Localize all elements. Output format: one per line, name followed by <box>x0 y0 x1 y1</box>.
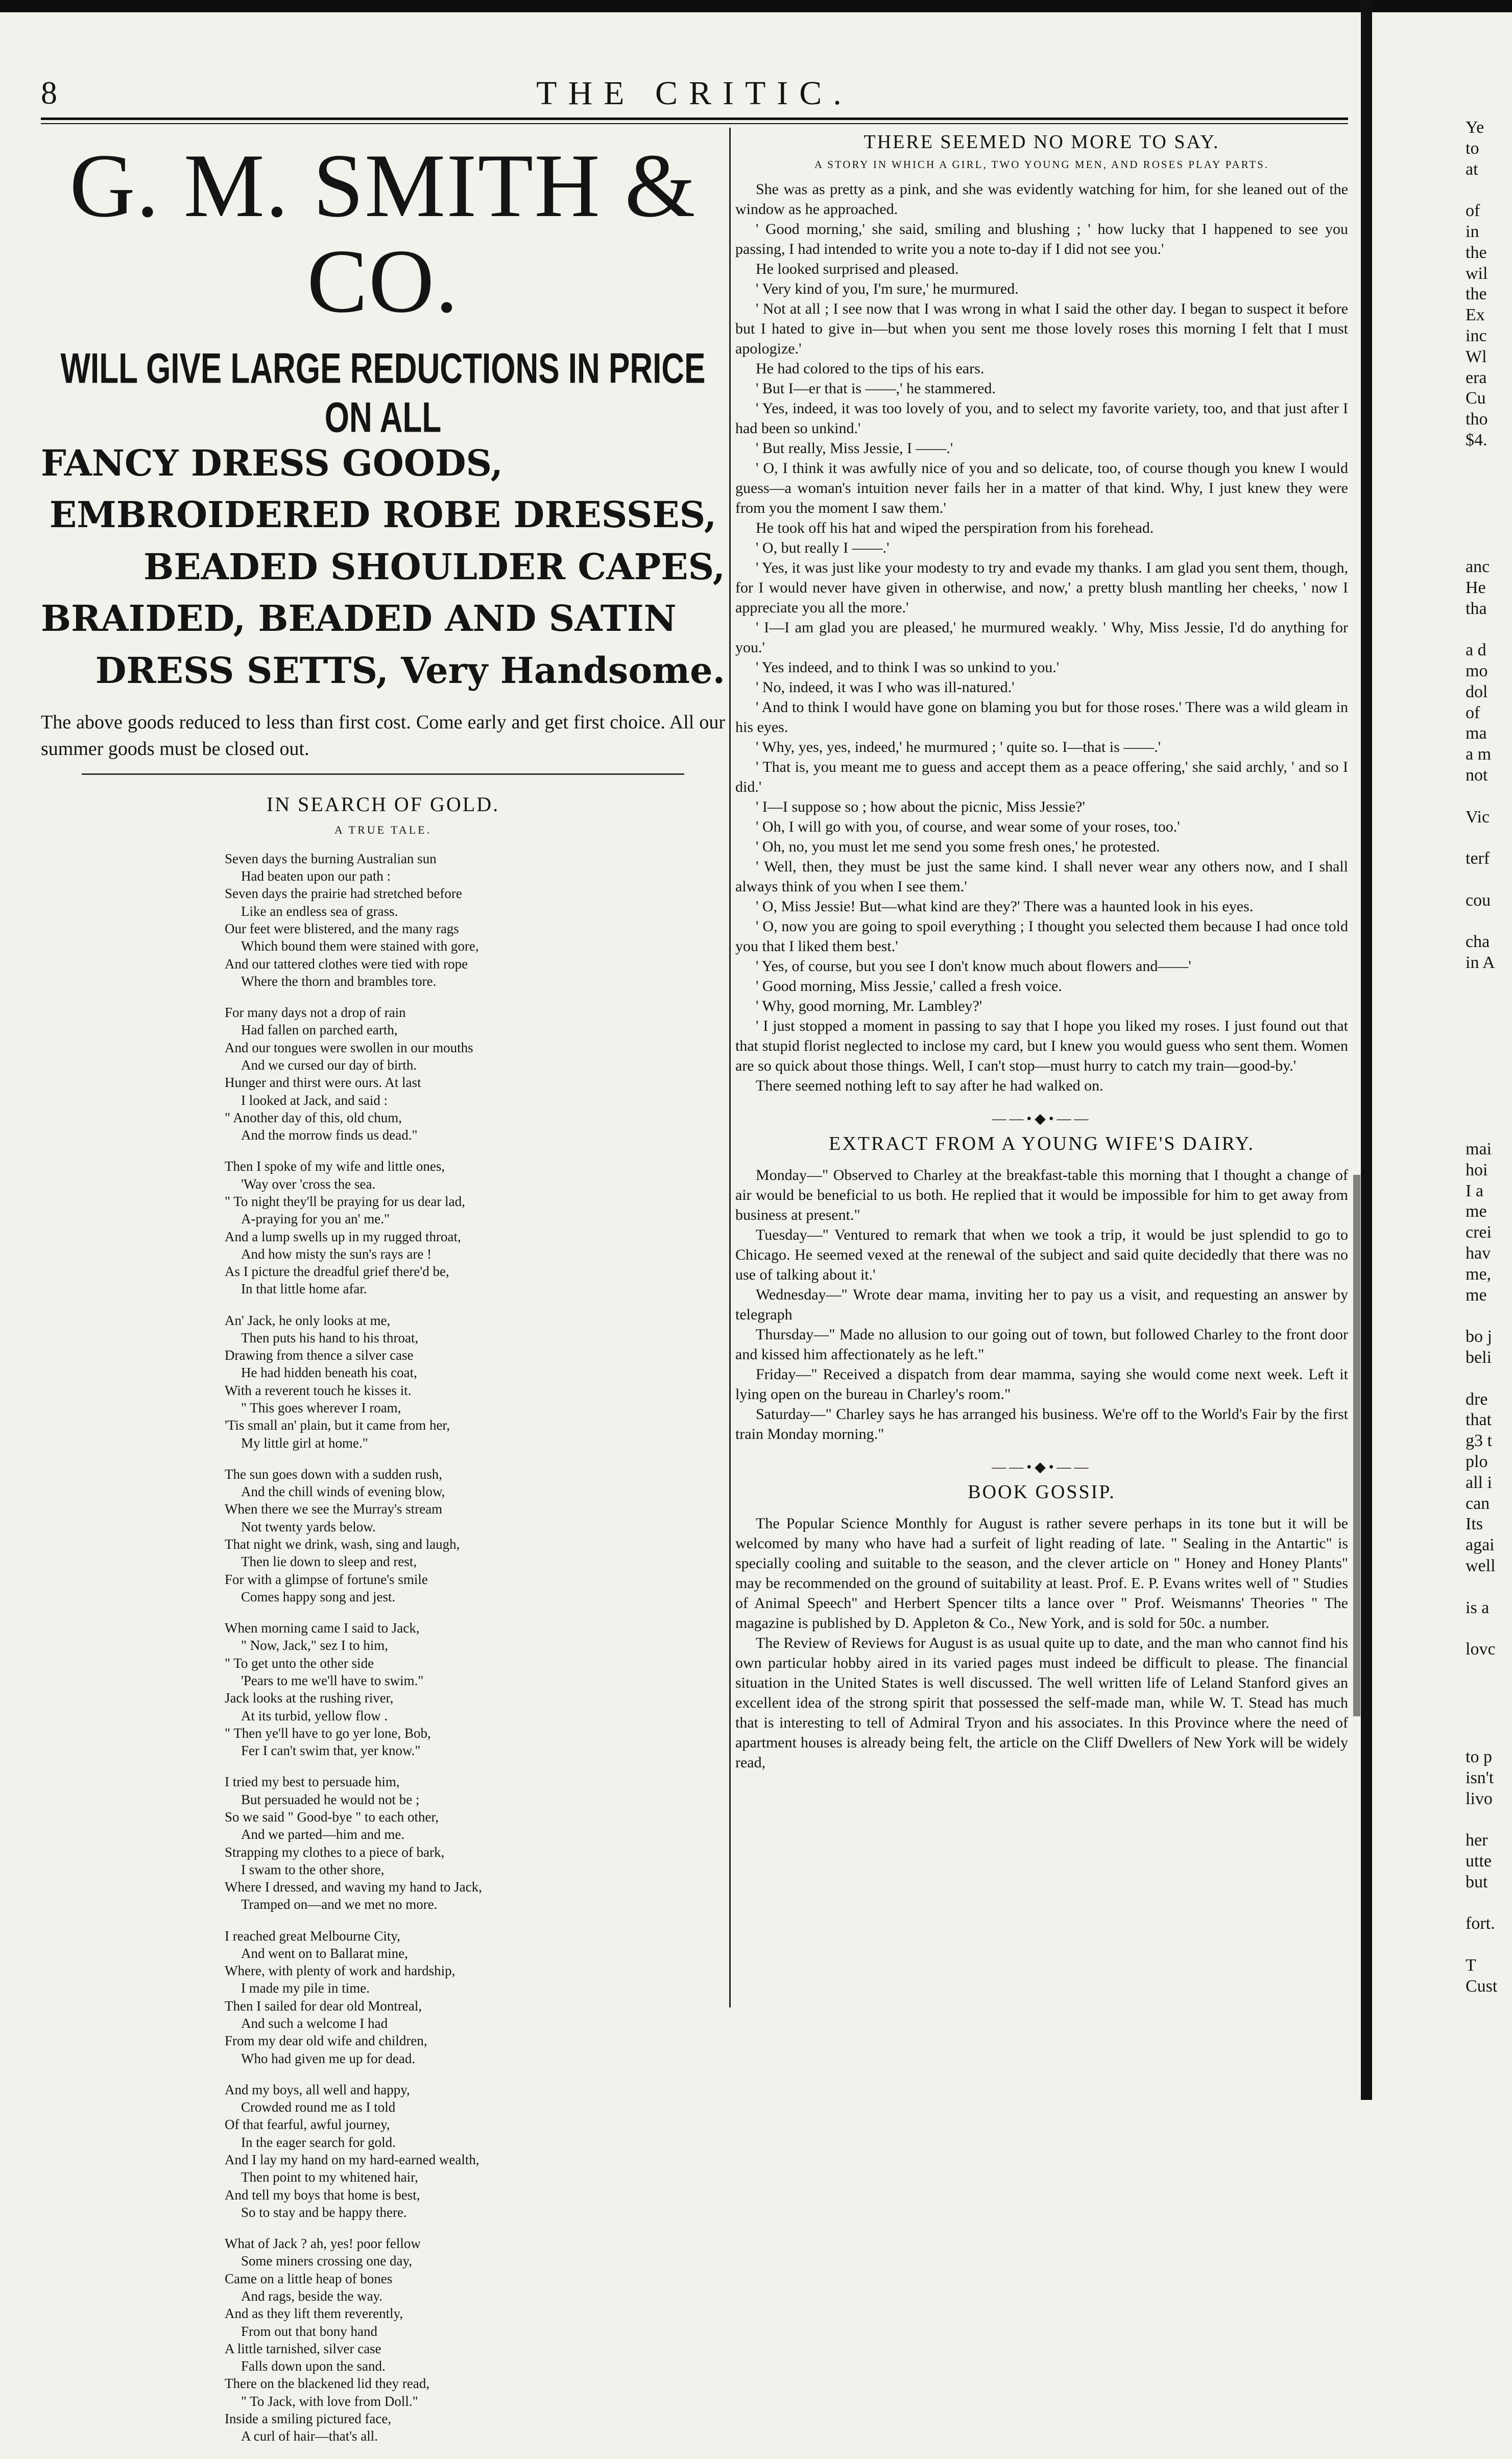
poem-line: From out that bony hand <box>241 2323 377 2339</box>
fragment-text: me <box>1466 1285 1487 1305</box>
fragment-text <box>1466 1577 1511 1598</box>
poem-line: And I lay my hand on my hard-earned wealth, <box>225 2152 479 2167</box>
poem-line: I reached great Melbourne City, <box>225 1928 400 1944</box>
poem-line: An' Jack, he only looks at me, <box>225 1312 391 1328</box>
poem-line: I made my pile in time. <box>241 1980 370 1996</box>
adjacent-page-fragment <box>1466 1747 1511 1997</box>
header-rule <box>41 117 1348 124</box>
fragment-text: Cust <box>1466 1976 1498 1996</box>
fragment-text: Ex <box>1466 305 1485 325</box>
story-paragraph: ' Why, yes, yes, indeed,' he murmured ; ' quite so. I—that is ——.' <box>756 739 1161 755</box>
poem-line: And a lump swells up in my rugged throat, <box>225 1228 461 1244</box>
poem-line: Then I spoke of my wife and little ones, <box>225 1158 445 1174</box>
story-paragraph: ' Yes, indeed, it was too lovely of you, and to select my favorite variety, too, and that just after I had been so unkind.' <box>735 400 1348 437</box>
fragment-text <box>1466 1934 1511 1955</box>
fragment-text: me <box>1466 1202 1487 1221</box>
ad-line-5: DRESS SETTS, Very Handsome. <box>95 649 725 692</box>
poem-line: Inside a smiling pictured face, <box>225 2410 392 2426</box>
poem-line: What of Jack ? ah, yes! poor fellow <box>225 2236 421 2252</box>
poem-line: I tried my best to persuade him, <box>225 1774 400 1790</box>
fragment-text: the <box>1466 285 1487 304</box>
fragment-text: crei <box>1466 1223 1492 1242</box>
masthead: THE CRITIC. <box>536 75 853 112</box>
ad-footer: The above goods reduced to less than first cost. Come early and get first choice. All our summer goods must be closed out. <box>41 712 725 760</box>
story-paragraph: ' Well, then, they must be just the same kind. I shall never wear any others now, and I shall always think of you when I see them.' <box>735 858 1348 895</box>
fragment-text: Cu <box>1466 389 1486 408</box>
poem-line: With a reverent touch he kisses it. <box>225 1382 412 1398</box>
story-paragraph: ' Yes indeed, and to think I was so unkind to you.' <box>756 659 1060 676</box>
fragment-text <box>1466 911 1511 932</box>
fragment-text: wil <box>1466 264 1488 283</box>
ornament-divider: ——•◆•—— <box>992 1111 1092 1127</box>
ad-company-name: G. M. SMITH & CO. <box>69 135 697 332</box>
poem-line: Our feet were blistered, and the many rags <box>225 921 459 936</box>
fragment-text: hoi <box>1466 1160 1488 1179</box>
ad-line-1: FANCY DRESS GOODS, <box>41 441 503 484</box>
story-subtitle: A STORY IN WHICH A GIRL, TWO YOUNG MEN, AND ROSES PLAY PARTS. <box>814 158 1269 171</box>
poem-line: In that little home afar. <box>241 1281 367 1297</box>
poem-line: When morning came I said to Jack, <box>225 1620 420 1636</box>
poem-line: Who had given me up for dead. <box>241 2050 416 2066</box>
poem-line: " Now, Jack," sez I to him, <box>241 1638 388 1653</box>
poem-line: There on the blackened lid they read, <box>225 2376 430 2392</box>
poem-line: Had beaten upon our path : <box>241 868 391 884</box>
advertisement <box>41 135 725 762</box>
poem-line: So to stay and be happy there. <box>241 2204 407 2220</box>
poem-line: Crowded round me as I told <box>241 2099 396 2115</box>
poem-line: And how misty the sun's rays are ! <box>241 1246 432 1262</box>
fragment-text: era <box>1466 368 1487 387</box>
poem-line: And our tattered clothes were tied with rope <box>225 956 468 972</box>
poem-line: Then lie down to sleep and rest, <box>241 1554 417 1570</box>
poem-line: When there we see the Murray's stream <box>225 1501 443 1517</box>
story-paragraph: ' And to think I would have gone on blaming you but for those roses.' There was a wild gleam in his eyes. <box>735 699 1348 736</box>
fragment-text: lovc <box>1466 1640 1496 1659</box>
diary-paragraph: Saturday—" Charley says he has arranged his business. We're off to the World's Fair by the first train Monday morning." <box>735 1406 1348 1443</box>
poem-line: 'Pears to me we'll have to swim." <box>241 1672 424 1688</box>
fragment-text: dol <box>1466 682 1488 701</box>
story-paragraph: ' No, indeed, it was I who was ill-natured.' <box>756 679 1015 696</box>
fragment-text: plo <box>1466 1452 1488 1471</box>
gossip-paragraph: The Popular Science Monthly for August is rather severe perhaps in its tone but it will be welcomed by many who have had a surfeit of light reading of late. " Sealing in the Antartic" is specially cooling and suitable to the season, and the clever article on " Honey and Honey Plants" may be recommended on the ground of suitability at least. Prof. E. P. Evans writes well of " Studies of Animal Speech" and Herbert Spencer tilts a lance over " Prof. Weismanns' Theories " The magazine is published by D. Appleton & Co., New York, and is sold for 50c. a number. <box>735 1515 1348 1632</box>
poem-line: Where I dressed, and waving my hand to Jack, <box>225 1879 482 1895</box>
diary-body <box>735 1165 1348 1444</box>
gossip-title: BOOK GOSSIP. <box>968 1481 1116 1503</box>
poem-body <box>225 850 725 2445</box>
story-paragraph: ' O, I think it was awfully nice of you and so delicate, too, of course though you knew I would guess—a woman's intuition never fails her in a matter of that kind. Why, I just knew they were from you the moment I saw them.' <box>735 460 1348 516</box>
poem-line: Then puts his hand to his throat, <box>241 1330 419 1345</box>
fragment-text <box>1466 1809 1511 1830</box>
fragment-text: can <box>1466 1494 1490 1513</box>
poem-line: I swam to the other shore, <box>241 1861 385 1877</box>
fragment-text: me, <box>1466 1264 1492 1284</box>
poem-line: " To get unto the other side <box>225 1655 374 1671</box>
poem-line: " Another day of this, old chum, <box>225 1109 402 1125</box>
diary-paragraph: Thursday—" Made no allusion to our going out of town, but followed Charley to the front door and kissed him affectionately as he left." <box>735 1326 1348 1363</box>
poem-stanza <box>225 1465 725 1605</box>
poem-line: And rags, beside the way. <box>241 2288 383 2304</box>
poem-line: " To Jack, with love from Doll." <box>241 2393 418 2409</box>
poem-line: Which bound them were stained with gore, <box>241 938 479 954</box>
poem-line: The sun goes down with a sudden rush, <box>225 1466 442 1482</box>
column-divider <box>729 128 731 2007</box>
poem-line: And we parted—him and me. <box>241 1827 405 1842</box>
story-paragraph: ' Oh, no, you must let me send you some fresh ones,' he protested. <box>756 838 1160 855</box>
poem-line: And went on to Ballarat mine, <box>241 1945 408 1961</box>
fragment-text: of <box>1466 201 1480 221</box>
fragment-text: Ye <box>1466 118 1484 137</box>
fragment-text: anc <box>1466 557 1490 576</box>
story-paragraph: ' Why, good morning, Mr. Lambley?' <box>756 998 982 1014</box>
adjacent-page-fragment <box>1466 117 1511 451</box>
poem-stanza <box>225 1927 725 2067</box>
poem-line: Seven days the prairie had stretched before <box>225 886 462 902</box>
fragment-text: all i <box>1466 1473 1492 1492</box>
fragment-text: tho <box>1466 410 1488 429</box>
poem-line: In the eager search for gold. <box>241 2134 396 2150</box>
story-paragraph: ' But really, Miss Jessie, I ——.' <box>756 440 953 457</box>
poem-stanza <box>225 2081 725 2221</box>
poem-line: Where the thorn and brambles tore. <box>241 973 437 989</box>
fragment-text: g3 t <box>1466 1431 1492 1451</box>
fragment-text: agai <box>1466 1535 1495 1555</box>
poem-line: 'Way over 'cross the sea. <box>241 1176 376 1192</box>
poem-line: Comes happy song and jest. <box>241 1589 396 1604</box>
poem-line: A curl of hair—that's all. <box>241 2428 378 2444</box>
fragment-text: T <box>1466 1955 1476 1975</box>
fragment-text: in <box>1466 222 1479 241</box>
poem-line: Drawing from thence a silver case <box>225 1347 414 1363</box>
fragment-text: but <box>1466 1872 1488 1891</box>
poem-line: Then point to my whitened hair, <box>241 2169 418 2185</box>
story-paragraph: ' Not at all ; I see now that I was wrong in what I said the other day. I began to suspect it before but I hated to give in—but when you sent me those lovely roses this morning I felt that I must apologize.' <box>735 300 1348 357</box>
fragment-text: fort. <box>1466 1914 1495 1933</box>
fragment-text: to p <box>1466 1747 1492 1766</box>
poem-line: My little girl at home." <box>241 1435 368 1451</box>
poem-line: From my dear old wife and children, <box>225 2033 427 2049</box>
fragment-text: at <box>1466 159 1478 179</box>
fragment-text: cha <box>1466 932 1490 952</box>
section-separator <box>82 773 684 775</box>
diary-paragraph: Wednesday—" Wrote dear mama, inviting her to pay us a visit, and requesting an answer by telegraph <box>735 1286 1348 1323</box>
diary-paragraph: Friday—" Received a dispatch from dear mamma, saying she would come next week. Left it lying open on the bureau in Charley's room." <box>735 1366 1348 1403</box>
fragment-text: that <box>1466 1410 1492 1430</box>
fragment-text: $4. <box>1466 430 1487 450</box>
diary-paragraph: Tuesday—" Ventured to remark that when we took a trip, it would be just splendid to go to Chicago. He seemed vexed at the renewal of the subject and said quite decidedly that there was no use of talking about it.' <box>735 1226 1348 1283</box>
story-paragraph: ' I just stopped a moment in passing to say that I hope you liked my roses. I just found out that that stupid florist neglected to inclose my card, but I knew you would guess who sent them. Women are so quick about those things. Well, I can't stop—must hurry to catch my train—good-by.' <box>735 1018 1348 1074</box>
poem-line: " This goes wherever I roam, <box>241 1400 401 1416</box>
fragment-text: ma <box>1466 724 1487 743</box>
poem-line: Like an endless sea of grass. <box>241 903 398 919</box>
story-paragraph: ' That is, you meant me to guess and accept them as a peace offering,' she said archly, ' and so I did.' <box>735 759 1348 795</box>
page-header <box>41 74 1348 120</box>
fragment-text: a d <box>1466 641 1486 660</box>
fragment-text: He <box>1466 578 1486 597</box>
adjacent-page-fragment <box>1466 1139 1511 1660</box>
poem-line: And we cursed our day of birth. <box>241 1057 417 1073</box>
ornament-divider: ——•◆•—— <box>992 1459 1092 1475</box>
fragment-text: cou <box>1466 890 1491 910</box>
poem-line: 'Tis small an' plain, but it came from her, <box>225 1417 450 1433</box>
poem-line: I looked at Jack, and said : <box>241 1092 388 1108</box>
poem-line: And tell my boys that home is best, <box>225 2187 420 2203</box>
poem-stanza <box>225 1004 725 1144</box>
poem-line: So we said " Good-bye " to each other, <box>225 1809 439 1825</box>
fragment-text: not <box>1466 765 1488 785</box>
gossip-paragraph: The Review of Reviews for August is as usual quite up to date, and the man who cannot find his own particular hobby aired in its varied pages must indeed be difficult to please. The financial situation in the United States is well discussed. The well written life of Leland Stanford gives an excellent idea of the strong spirit that possessed the self-made man, while W. T. Stead has much that is interesting to tell of Admiral Tryon and his associates. In this Province where the need of apartment houses is already being felt, the article on the Cliff Dwellers of New York will be widely read, <box>735 1635 1348 1771</box>
poem-line: For with a glimpse of fortune's smile <box>225 1571 428 1587</box>
story-paragraph: He had colored to the tips of his ears. <box>756 360 985 377</box>
story-paragraph: ' Oh, I will go with you, of course, and wear some of your roses, too.' <box>756 818 1180 835</box>
poem-line: Jack looks at the rushing river, <box>225 1690 394 1706</box>
fragment-text: hav <box>1466 1243 1491 1263</box>
page-number: 8 <box>41 75 57 111</box>
poem-subtitle: A TRUE TALE. <box>334 823 432 836</box>
gossip-body <box>735 1514 1348 1772</box>
poem-stanza <box>225 1157 725 1297</box>
poem-line: Where, with plenty of work and hardship, <box>225 1963 455 1979</box>
fragment-text: inc <box>1466 326 1487 345</box>
poem-line: As I picture the dreadful grief there'd be, <box>225 1264 449 1280</box>
fragment-text: is a <box>1466 1598 1490 1617</box>
fragment-text: the <box>1466 243 1487 262</box>
fragment-text: of <box>1466 703 1480 722</box>
story-paragraph: ' I—I am glad you are pleased,' he murmured weakly. ' Why, Miss Jessie, I'd do anything for you.' <box>735 619 1348 656</box>
poem-line: And my boys, all well and happy, <box>225 2082 410 2097</box>
poem-line: But persuaded he would not be ; <box>241 1791 420 1807</box>
fragment-text: mai <box>1466 1140 1492 1158</box>
story-paragraph: ' Very kind of you, I'm sure,' he murmured. <box>756 280 1019 297</box>
fragment-text: to <box>1466 138 1479 158</box>
fragment-text: livo <box>1466 1789 1493 1808</box>
ad-line-3: BEADED SHOULDER CAPES, <box>143 545 725 588</box>
fragment-text: I a <box>1466 1181 1483 1200</box>
fragment-text: well <box>1466 1556 1496 1575</box>
story-paragraph: ' Good morning,' she said, smiling and blushing ; ' how lucky that I happened to see you passing, I had intended to write you a note to-day if I did not see you.' <box>735 221 1348 257</box>
fragment-text: Its <box>1466 1515 1483 1534</box>
poem-line: Had fallen on parched earth, <box>241 1022 398 1038</box>
poem-line: Hunger and thirst were ours. At last <box>225 1075 421 1091</box>
fragment-text: tha <box>1466 599 1487 618</box>
story-paragraph: ' But I—er that is ——,' he stammered. <box>756 380 996 397</box>
poem-stanza <box>225 1619 725 1759</box>
poem-line: " To night they'll be praying for us dear lad, <box>225 1193 465 1209</box>
poem-line: A little tarnished, silver case <box>225 2340 381 2356</box>
poem-line: Fer I can't swim that, yer know." <box>241 1743 421 1759</box>
fragment-text <box>1466 180 1511 201</box>
story-paragraph: ' I—I suppose so ; how about the picnic, Miss Jessie?' <box>756 798 1085 815</box>
poem-line: For many days not a drop of rain <box>225 1005 406 1021</box>
poem-line: Some miners crossing one day, <box>241 2253 412 2269</box>
story-paragraph: ' O, Miss Jessie! But—what kind are they?' There was a haunted look in his eyes. <box>756 898 1254 915</box>
fragment-text: bo j <box>1466 1327 1492 1346</box>
story-paragraph: He looked surprised and pleased. <box>756 261 959 277</box>
poem-line: That night we drink, wash, sing and laugh, <box>225 1536 460 1552</box>
fragment-text: dre <box>1466 1389 1488 1409</box>
ad-headline: WILL GIVE LARGE REDUCTIONS IN PRICE ON ALL <box>60 345 706 442</box>
fragment-text: Vic <box>1466 807 1490 826</box>
story-paragraph: ' Yes, of course, but you see I don't know much about flowers and——' <box>756 958 1191 975</box>
story-paragraph: ' Yes, it was just like your modesty to try and evade my thanks. I am glad you sent them, though, for I would never have given in otherwise, and now,' a pretty blush mantling her cheeks, ' now I appreciate you all the more.' <box>735 559 1348 616</box>
fragment-text: her <box>1466 1831 1488 1850</box>
poem-line: A-praying for you an' me." <box>241 1211 390 1227</box>
poem-line: Came on a little heap of bones <box>225 2271 393 2286</box>
story-title: THERE SEEMED NO MORE TO SAY. <box>863 131 1220 153</box>
page-gutter-shadow-lower <box>1353 1175 1360 1716</box>
poem-line: He had hidden beneath his coat, <box>241 1365 417 1381</box>
fragment-text <box>1466 619 1511 640</box>
poem-line: And the chill winds of evening blow, <box>241 1484 445 1500</box>
poem-line: And our tongues were swollen in our mouths <box>225 1039 473 1055</box>
right-column <box>735 128 1348 1772</box>
fragment-text <box>1466 1368 1511 1389</box>
fragment-text <box>1466 1893 1511 1914</box>
poem-stanza <box>225 850 725 990</box>
poem-line: " Then ye'll have to go yer lone, Bob, <box>225 1725 431 1741</box>
story-paragraph: There seemed nothing left to say after he had walked on. <box>756 1077 1103 1094</box>
adjacent-page-fragment <box>1466 557 1511 974</box>
poem-line: Not twenty yards below. <box>241 1519 376 1534</box>
fragment-text: mo <box>1466 661 1488 680</box>
diary-title: EXTRACT FROM A YOUNG WIFE'S DAIRY. <box>829 1133 1255 1154</box>
fragment-text <box>1466 786 1511 807</box>
poem-stanza <box>225 2235 725 2445</box>
poem-title: IN SEARCH OF GOLD. <box>266 792 500 816</box>
ad-line-2: EMBROIDERED ROBE DRESSES, <box>49 493 717 536</box>
fragment-text: terf <box>1466 849 1490 868</box>
poem-line: Seven days the burning Australian sun <box>225 850 437 866</box>
ad-line-4: BRAIDED, BEADED AND SATIN <box>41 597 677 640</box>
fragment-text <box>1466 1618 1511 1639</box>
poem-line: Strapping my clothes to a piece of bark, <box>225 1844 445 1860</box>
poem-stanza <box>225 1773 725 1913</box>
scan-top-border <box>0 0 1512 12</box>
fragment-text: in A <box>1466 953 1495 973</box>
poem-line: And the morrow finds us dead." <box>241 1127 418 1143</box>
story-paragraph: ' O, but really I ——.' <box>756 539 890 556</box>
fragment-text: utte <box>1466 1851 1492 1871</box>
poem-line: Falls down upon the sand. <box>241 2358 386 2374</box>
story-paragraph: She was as pretty as a pink, and she was evidently watching for him, for she leaned out of the window as he approached. <box>735 181 1348 218</box>
page-gutter-shadow <box>1361 0 1372 2100</box>
fragment-text: isn't <box>1466 1768 1494 1787</box>
fragment-text: Wl <box>1466 347 1487 366</box>
story-paragraph: ' O, now you are going to spoil everything ; I thought you selected them because I had once told you that I liked them best.' <box>735 918 1348 955</box>
fragment-text <box>1466 827 1511 848</box>
poem-line: And as they lift them reverently, <box>225 2306 403 2322</box>
poem-line: Then I sailed for dear old Montreal, <box>225 1998 422 2014</box>
story-paragraph: ' Good morning, Miss Jessie,' called a fresh voice. <box>756 978 1062 995</box>
poem-line: At its turbid, yellow flow . <box>241 1708 388 1723</box>
poem-line: Tramped on—and we met no more. <box>241 1897 438 1912</box>
story-body <box>735 179 1348 1096</box>
poem-line: And such a welcome I had <box>241 2016 388 2031</box>
diary-paragraph: Monday—" Observed to Charley at the breakfast-table this morning that I thought a change of air would be beneficial to us both. He replied that it would be impossible for him to get away from business at present." <box>735 1167 1348 1223</box>
fragment-text: beli <box>1466 1347 1492 1367</box>
poem-line: Of that fearful, awful journey, <box>225 2117 390 2133</box>
fragment-text <box>1466 869 1511 890</box>
story-paragraph: He took off his hat and wiped the perspiration from his forehead. <box>756 519 1154 536</box>
fragment-text: a m <box>1466 745 1492 764</box>
left-column <box>41 128 725 2459</box>
poem-stanza <box>225 1312 725 1452</box>
fragment-text <box>1466 1306 1511 1327</box>
